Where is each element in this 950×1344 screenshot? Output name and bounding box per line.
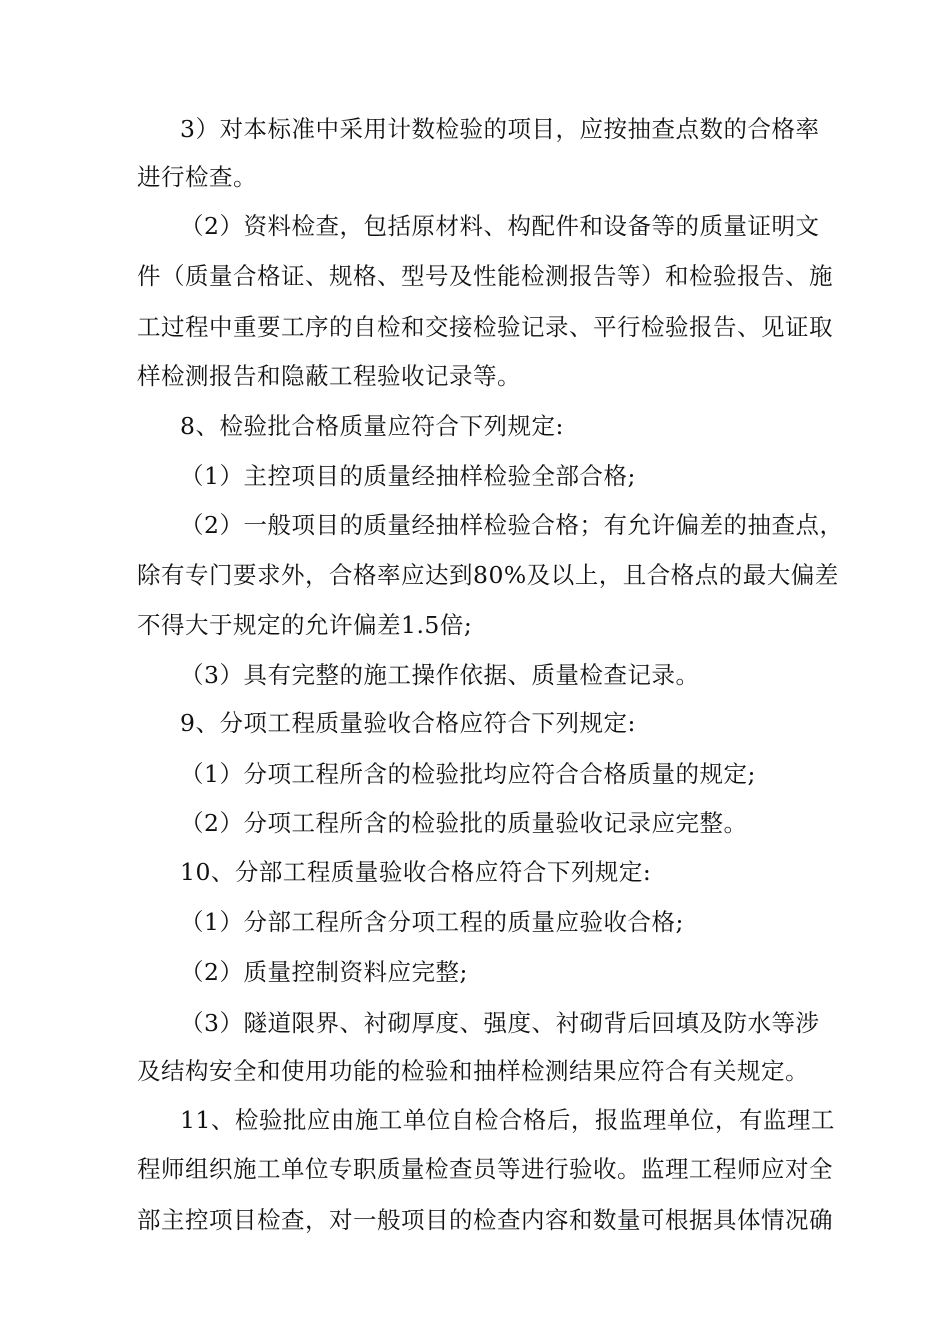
text-line: 3）对本标准中采用计数检验的项目，应按抽查点数的合格率 bbox=[180, 115, 820, 143]
text-line: （3）隧道限界、衬砌厚度、强度、衬砌背后回填及防水等涉 bbox=[180, 1009, 820, 1037]
text-line: 件（质量合格证、规格、型号及性能检测报告等）和检验报告、施 bbox=[137, 262, 833, 290]
text-line: （2）资料检查，包括原材料、构配件和设备等的质量证明文 bbox=[180, 212, 820, 240]
text-line: 工过程中重要工序的自检和交接检验记录、平行检验报告、见证取 bbox=[137, 313, 833, 341]
text-line: （2）一般项目的质量经抽样检验合格；有允许偏差的抽查点， bbox=[180, 511, 844, 539]
text-line: 及结构安全和使用功能的检验和抽样检测结果应符合有关规定。 bbox=[137, 1057, 809, 1085]
text-line: 部主控项目检查，对一般项目的检查内容和数量可根据具体情况确 bbox=[137, 1206, 833, 1234]
text-line: （2）分项工程所含的检验批的质量验收记录应完整。 bbox=[180, 809, 748, 837]
text-line: （3）具有完整的施工操作依据、质量检查记录。 bbox=[180, 661, 700, 689]
text-line: （1）分项工程所含的检验批均应符合合格质量的规定; bbox=[180, 760, 756, 788]
text-line: 样检测报告和隐蔽工程验收记录等。 bbox=[137, 362, 521, 390]
text-line: 除有专门要求外，合格率应达到80%及以上，且合格点的最大偏差 bbox=[137, 561, 839, 589]
text-line: 9、分项工程质量验收合格应符合下列规定: bbox=[180, 709, 636, 737]
text-line: 11、检验批应由施工单位自检合格后，报监理单位，有监理工 bbox=[180, 1106, 835, 1134]
text-line: 不得大于规定的允许偏差1.5倍; bbox=[137, 611, 473, 639]
text-line: 进行检查。 bbox=[137, 163, 257, 191]
text-line: 程师组织施工单位专职质量检查员等进行验收。监理工程师应对全 bbox=[137, 1155, 833, 1183]
text-line: 10、分部工程质量验收合格应符合下列规定: bbox=[180, 858, 652, 886]
text-line: （1）分部工程所含分项工程的质量应验收合格; bbox=[180, 908, 684, 936]
text-line: （2）质量控制资料应完整; bbox=[180, 958, 468, 986]
text-line: （1）主控项目的质量经抽样检验全部合格; bbox=[180, 462, 636, 490]
text-line: 8、检验批合格质量应符合下列规定: bbox=[180, 412, 564, 440]
